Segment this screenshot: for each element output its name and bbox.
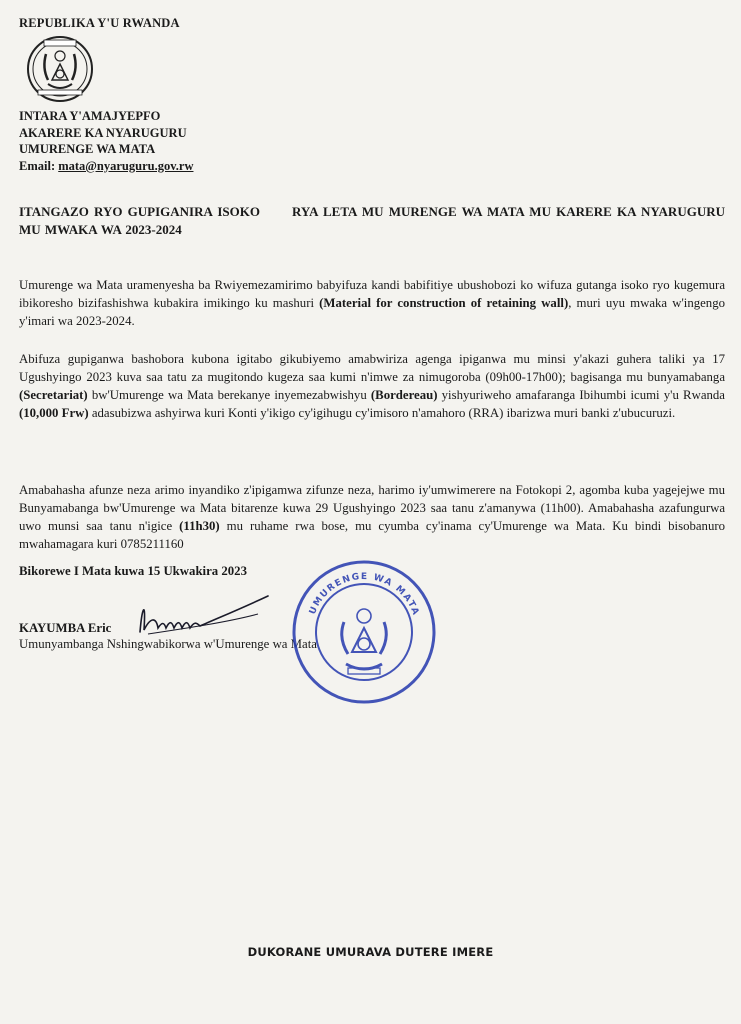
email-line [19, 158, 193, 175]
province-name: INTARA Y'AMAJYEPFO [19, 109, 161, 123]
sender-address [19, 108, 193, 174]
p2-bold-secretariat: (Secretariat) [19, 388, 88, 402]
svg-text:UMURENGE WA MATA [308, 572, 421, 618]
title-part2: RYA LETA MU MURENGE WA MATA MU KARERE KA NYARUGURU MU MWAKA WA 2023-2024 [19, 204, 725, 237]
country-name: REPUBLIKA Y'U RWANDA [19, 16, 180, 30]
p1-text-b: , muri uyu mwaka w'ingengo y'imari wa 2023-2024. [19, 296, 726, 328]
email-link[interactable]: mata@nyaruguru.gov.rw [58, 158, 194, 173]
p3-text-a: Amabahasha afunze neza arimo inyandiko z'ipigamwa zifunze neza, harimo iy'umwimerere na Fotokopi 2, agomba kuba yagejejwe mu Bunyamabanga bw'Umurenge wa Mata bitarenze kuwa 29 Ugushyingo 2023 saa tanu z'amanywa (11h00). Amabahasha azafungurwa uwo munsi saa tanu n'igice [19, 483, 725, 533]
p2-bold-bordereau: (Bordereau) [370, 388, 438, 402]
district-name: AKARERE KA NYARUGURU [19, 125, 187, 140]
paragraph-2 [19, 350, 725, 422]
official-stamp-icon [288, 556, 440, 706]
signature-icon [128, 588, 278, 644]
p1-text-a: Umurenge wa Mata uramenyesha ba Rwiyemezamirimo babyifuza kandi babifitiye ubushobozi ko wifuza gutanga isoko ryo kugemura ibikoresho bizifashishwa kubakira imikingo ku mashuri [19, 278, 725, 310]
p3-bold-time: (11h30) [179, 519, 220, 533]
p2-bold-amount: (10,000 Frw) [19, 406, 89, 420]
p2-text-c: yishyuriweho amafaranga Ibihumbi icumi y'u Rwanda [437, 388, 725, 402]
p2-text-d: adasubizwa ashyirwa kuri Konti y'ikigo cy'igihugu cy'imisoro n'amahoro (RRA) ibarizwa muri banki z'ubucuruzi. [88, 406, 676, 420]
p3-text-b: mu ruhame rwa bose, mu cyumba cy'inama cy'Umurenge wa Mata. Ku bindi bisobanuro mwahamagara kuri 0785211160 [19, 519, 726, 551]
title-part1: ITANGAZO RYO GUPIGANIRA ISOKO [19, 204, 260, 219]
paragraph-3 [19, 481, 725, 553]
signer-title: Umunyambanga Nshingwabikorwa w'Umurenge wa Mata [19, 637, 317, 651]
notice-title [19, 203, 725, 239]
p2-text-b: bw'Umurenge wa Mata berekanye inyemezabwishyu [87, 388, 371, 402]
sector-name: UMURENGE WA MATA [19, 142, 156, 156]
stamp-text: UMURENGE WA MATA [307, 571, 421, 618]
issue-date: Bikorewe I Mata kuwa 15 Ukwakira 2023 [19, 564, 247, 578]
p1-bold: (Material for construction of retaining wall) [319, 296, 569, 310]
national-emblem-icon [18, 34, 102, 104]
email-label: Email: [19, 158, 56, 173]
paragraph-1 [19, 276, 725, 330]
signer-name: KAYUMBA Eric [19, 621, 112, 635]
p2-text-a: Abifuza gupiganwa bashobora kubona igitabo gikubiyemo amabwiriza agenga ipiganwa mu minsi y'akazi guhera taliki ya 17 Ugushyingo 2023 kuva saa tatu za mugitondo kugeza saa kumi n'imwe za nimugoroba (09h00-17h00); bagisanga mu bunyamabanga [19, 352, 725, 384]
footer-motto: DUKORANE UMURAVA DUTERE IMERE [247, 945, 494, 959]
